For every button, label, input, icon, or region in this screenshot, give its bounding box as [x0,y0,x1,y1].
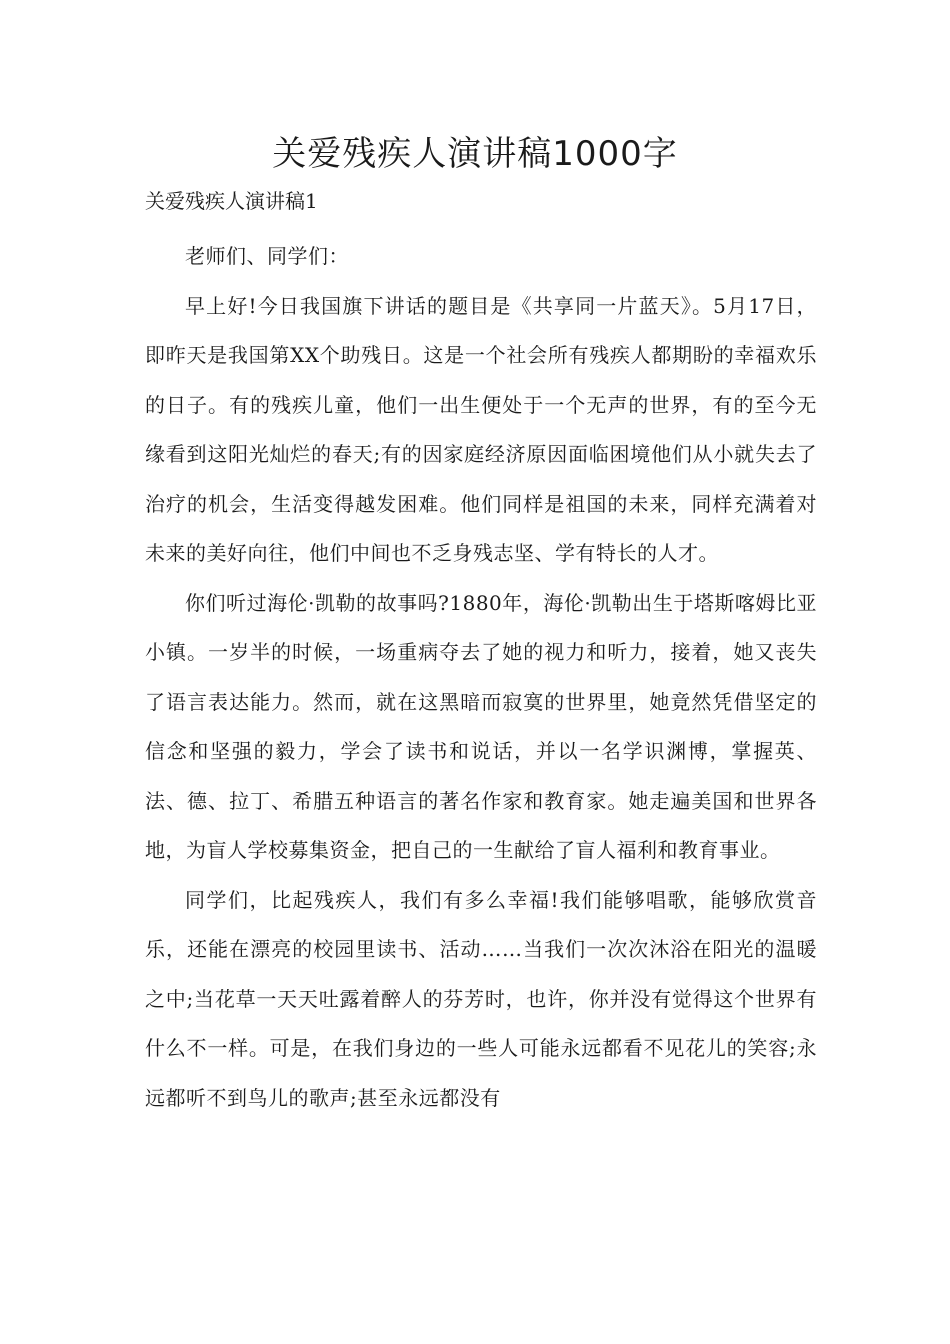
paragraph-greeting: 老师们、同学们： [185,244,349,268]
document-title: 关爱残疾人演讲稿1000字 [272,134,678,174]
document-body [145,232,817,1123]
paragraph-opening: 早上好!今日我国旗下讲话的题目是《共享同一片蓝天》。5月17日，即昨天是我国第XX个助残日。这是一个社会所有残疾人都期盼的幸福欢乐的日子。有的残疾儿童，他们一出生便处于一个无声的世界，有的至今无缘看到这阳光灿烂的春天;有的因家庭经济原因面临困境他们从小就失去了治疗的机会，生活变得越发困难。他们同样是祖国的未来，同样充满着对未来的美好向往，他们中间也不乏身残志坚、学有特长的人才。 [145,293,817,565]
document-subtitle: 关爱残疾人演讲稿1 [145,189,318,213]
paragraph-helen-keller: 你们听过海伦·凯勒的故事吗?1880年，海伦·凯勒出生于塔斯喀姆比亚小镇。一岁半的时候，一场重病夺去了她的视力和听力，接着，她又丧失了语言表达能力。然而，就在这黑暗而寂寞的世界里，她竟然凭借坚定的信念和坚强的毅力，学会了读书和说话，并以一名学识渊博，掌握英、法、德、拉丁、希腊五种语言的著名作家和教育家。她走遍美国和世界各地，为盲人学校募集资金，把自己的一生献给了盲人福利和教育事业。 [145,590,817,862]
paragraph-reflection: 同学们，比起残疾人，我们有多么幸福!我们能够唱歌，能够欣赏音乐，还能在漂亮的校园里读书、活动……当我们一次次沐浴在阳光的温暖之中;当花草一天天吐露着醉人的芬芳时，也许，你并没有觉得这个世界有什么不一样。可是，在我们身边的一些人可能永远都看不见花儿的笑容;永远都听不到鸟儿的歌声;甚至永远都没有 [145,887,817,1110]
